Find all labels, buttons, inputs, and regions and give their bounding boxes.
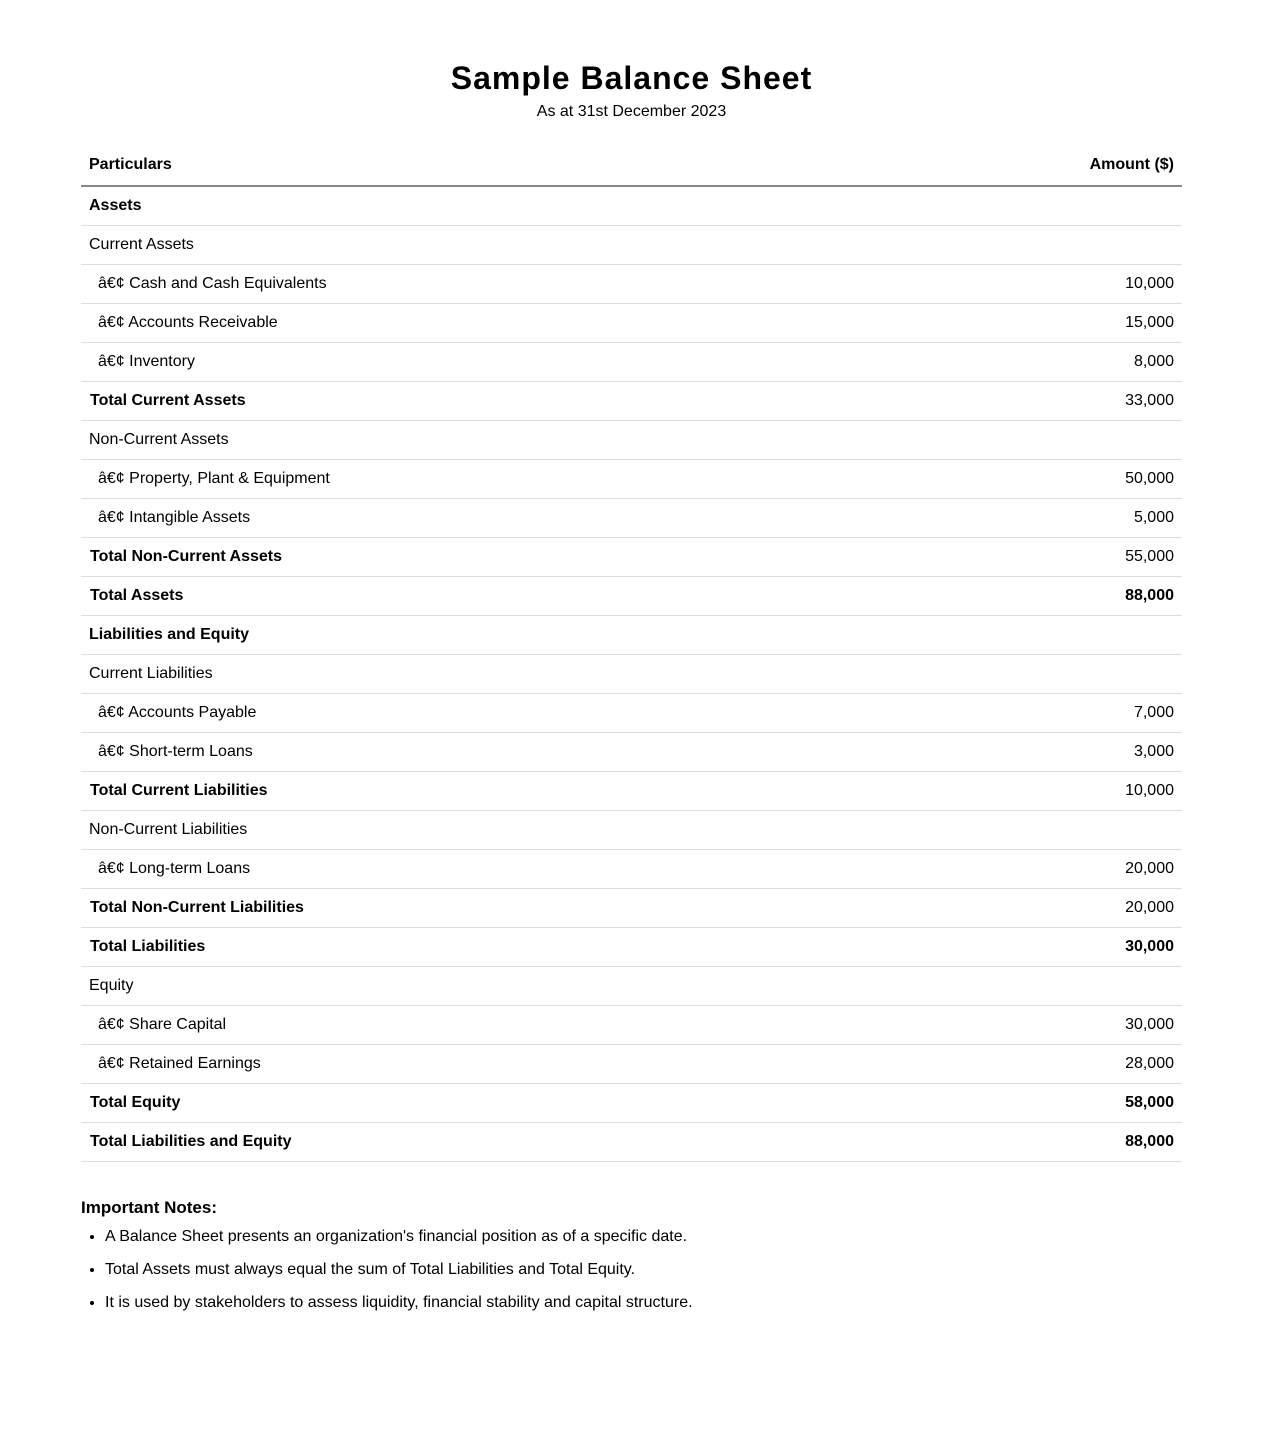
row-label: â€¢ Cash and Cash Equivalents — [81, 265, 872, 304]
note-item: • It is used by stakeholders to assess liquidity, financial stability and capital structure. — [105, 1290, 1182, 1315]
notes-list — [81, 1224, 1182, 1315]
row-amount — [872, 655, 1182, 694]
row-amount: 28,000 — [872, 1045, 1182, 1084]
table-row-grand — [81, 1084, 1182, 1123]
table-row-item — [81, 499, 1182, 538]
balance-sheet-table — [81, 145, 1182, 1162]
row-amount: 30,000 — [872, 1006, 1182, 1045]
row-label: Current Assets — [81, 226, 872, 265]
row-label: Total Current Assets — [81, 382, 872, 421]
note-item: • Total Assets must always equal the sum of Total Liabilities and Total Equity. — [105, 1257, 1182, 1282]
table-row-total — [81, 772, 1182, 811]
row-amount: 15,000 — [872, 304, 1182, 343]
table-row-section — [81, 186, 1182, 226]
row-amount: 50,000 — [872, 460, 1182, 499]
row-amount: 20,000 — [872, 850, 1182, 889]
row-amount: 3,000 — [872, 733, 1182, 772]
row-amount: 58,000 — [872, 1084, 1182, 1123]
row-label: Total Non-Current Assets — [81, 538, 872, 577]
page-title: Sample Balance Sheet — [450, 60, 813, 96]
table-row-total — [81, 889, 1182, 928]
row-label: â€¢ Accounts Receivable — [81, 304, 872, 343]
row-label: Total Liabilities and Equity — [81, 1123, 872, 1162]
row-amount — [872, 616, 1182, 655]
row-label: Total Non-Current Liabilities — [81, 889, 872, 928]
row-amount: 10,000 — [872, 265, 1182, 304]
column-header-particulars: Particulars — [81, 145, 872, 186]
row-label: Total Assets — [81, 577, 872, 616]
row-amount — [872, 421, 1182, 460]
table-row-item — [81, 304, 1182, 343]
row-amount — [872, 967, 1182, 1006]
table-row-item — [81, 850, 1182, 889]
row-label: â€¢ Property, Plant & Equipment — [81, 460, 872, 499]
row-label: â€¢ Inventory — [81, 343, 872, 382]
table-row-item — [81, 1045, 1182, 1084]
table-row-item — [81, 694, 1182, 733]
row-label: â€¢ Long-term Loans — [81, 850, 872, 889]
row-amount: 55,000 — [872, 538, 1182, 577]
table-row-group — [81, 967, 1182, 1006]
note-item: • A Balance Sheet presents an organization's financial position as of a specific date. — [105, 1224, 1182, 1249]
balance-sheet-page — [81, 0, 1182, 1311]
table-row-grand — [81, 577, 1182, 616]
row-amount: 5,000 — [872, 499, 1182, 538]
row-amount: 8,000 — [872, 343, 1182, 382]
notes-section — [81, 1196, 1182, 1311]
row-amount — [872, 811, 1182, 850]
notes-title: Important Notes: — [81, 1198, 217, 1217]
row-label: Non-Current Assets — [81, 421, 872, 460]
table-row-item — [81, 733, 1182, 772]
row-label: â€¢ Intangible Assets — [81, 499, 872, 538]
table-row-group — [81, 811, 1182, 850]
row-label: Assets — [81, 186, 872, 226]
row-amount: 88,000 — [872, 1123, 1182, 1162]
row-label: â€¢ Share Capital — [81, 1006, 872, 1045]
row-amount — [872, 186, 1182, 226]
row-label: Current Liabilities — [81, 655, 872, 694]
table-row-grand — [81, 1123, 1182, 1162]
table-header-row — [81, 145, 1182, 186]
table-body — [81, 186, 1182, 1162]
row-label: Non-Current Liabilities — [81, 811, 872, 850]
table-row-item — [81, 343, 1182, 382]
table-row-group — [81, 655, 1182, 694]
row-label: Equity — [81, 967, 872, 1006]
table-row-group — [81, 421, 1182, 460]
row-label: Total Equity — [81, 1084, 872, 1123]
row-label: â€¢ Accounts Payable — [81, 694, 872, 733]
row-label: â€¢ Retained Earnings — [81, 1045, 872, 1084]
table-row-total — [81, 538, 1182, 577]
table-row-section — [81, 616, 1182, 655]
table-row-item — [81, 460, 1182, 499]
table-row-item — [81, 265, 1182, 304]
row-amount: 20,000 — [872, 889, 1182, 928]
table-row-item — [81, 1006, 1182, 1045]
row-label: â€¢ Short-term Loans — [81, 733, 872, 772]
table-row-group — [81, 226, 1182, 265]
page-subtitle: As at 31st December 2023 — [536, 103, 727, 120]
column-header-amount: Amount ($) — [872, 145, 1182, 186]
row-label: Liabilities and Equity — [81, 616, 872, 655]
table-row-total — [81, 382, 1182, 421]
row-amount: 30,000 — [872, 928, 1182, 967]
row-amount — [872, 226, 1182, 265]
table-row-grand — [81, 928, 1182, 967]
row-amount: 10,000 — [872, 772, 1182, 811]
row-amount: 33,000 — [872, 382, 1182, 421]
row-label: Total Liabilities — [81, 928, 872, 967]
row-amount: 88,000 — [872, 577, 1182, 616]
row-amount: 7,000 — [872, 694, 1182, 733]
row-label: Total Current Liabilities — [81, 772, 872, 811]
